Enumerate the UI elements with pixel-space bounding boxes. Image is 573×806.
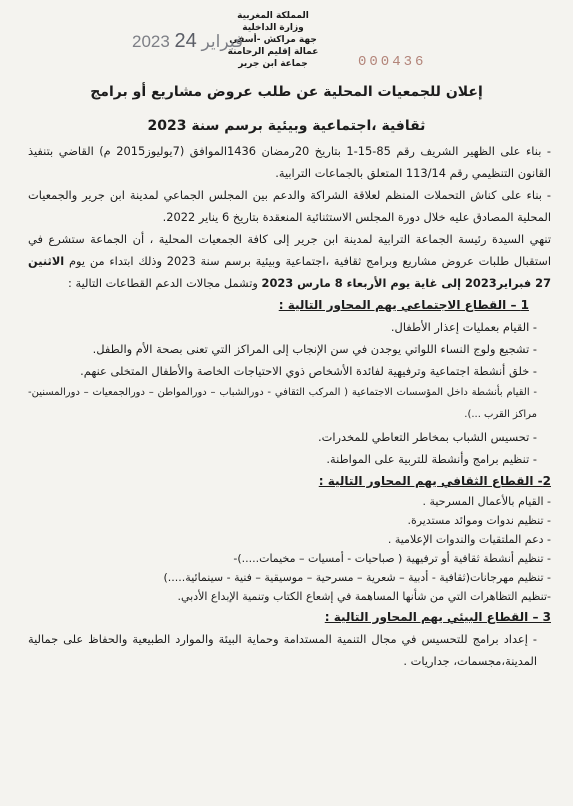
list-item: - القيام بأنشطة داخل المؤسسات الاجتماعية ( المركب الثقافي - دورالشباب – دورالمواطن – دورالجمعيات – دورالمسنين-مراكز القرب ...). <box>28 387 537 420</box>
list-item: - القيام بالأعمال المسرحية . <box>422 495 551 508</box>
list-item: - خلق أنشطة اجتماعية وترفيهية لفائدة الأشخاص ذوي الاحتياجات الخاصة والأطفال المتخلى عنهم. <box>80 364 537 378</box>
section-heading-social: 1 – القطاع الاجتماعي يهم المحاور التالية : <box>278 298 529 312</box>
letterhead-line: وزارة الداخلية <box>242 23 304 33</box>
section-heading-cultural: 2- القطاع الثقافي يهم المحاور التالية : <box>318 474 551 488</box>
list-item: - تشجيع ولوج النساء اللواتي يوجدن في سن الإنجاب إلى المراكز التي تعنى بصحة الأم والطفل. <box>92 342 537 356</box>
document-body <box>28 140 551 672</box>
list-item: - إعداد برامج للتحسيس في مجال التنمية المستدامة وحماية البيئة والموارد الطبيعية والحفاظ على جمالية المدينة،مجسمات، جداريات . <box>28 632 537 668</box>
letterhead-line: جماعة ابن جرير <box>238 59 308 69</box>
cultural-items-list <box>28 492 551 606</box>
document-subtitle: ثقافية ،اجتماعية وبيئية برسم سنة 2023 <box>147 118 426 134</box>
announcement-text: تنهي السيدة رئيسة الجماعة الترابية لمدينة ابن جرير إلى كافة الجمعيات المحلية ، أن الجماعة ستشرع في استقبال طلبات عروض مشاريع وبرامج ثقافية ،اجتماعية وبيئية برسم سنة 2023 وذلك ابتداء من يوم <box>28 232 551 268</box>
date-stamp-day: 24 <box>174 30 197 52</box>
document-title: إعلان للجمعيات المحلية عن طلب عروض مشاريع أو برامج <box>90 84 483 100</box>
announcement-dates: الاثنين 27 فبراير2023 إلى غاية يوم الأربعاء 8 مارس 2023 <box>28 254 551 290</box>
reference-number-stamp: 000436 <box>358 54 427 70</box>
environment-items-list <box>28 628 551 672</box>
date-stamp-text: 2023 فبراير <box>132 32 244 51</box>
list-item: - تنظيم ندوات وموائد مستديرة. <box>407 514 551 527</box>
list-item: - القيام بعمليات إعذار الأطفال. <box>390 320 537 334</box>
preamble-paragraph: - بناء على الظهير الشريف رقم 85-15-1 بتاريخ 20رمضان 1436الموافق (7يوليوز2015 م) القاضي بتنفيذ القانون التنظيمي رقم 113/14 المتعلق بالجماعات الترابية. <box>28 144 551 180</box>
announcement-paragraph <box>28 228 551 294</box>
list-item: - دعم الملتقيات والندوات الإعلامية . <box>387 533 551 546</box>
letterhead-line: جهة مراكش -أسفي <box>229 35 317 45</box>
list-item: - تحسيس الشباب بمخاطر التعاطي للمخدرات. <box>318 430 537 444</box>
list-item: -تنظيم التظاهرات التي من شأنها المساهمة في إشعاع الكتاب وتنمية الإبداع الأدبي. <box>177 590 551 603</box>
list-item: - تنظيم برامج وأنشطة للتربية على المواطنة. <box>326 452 537 466</box>
list-item: - تنظيم أنشطة ثقافية أو ترفيهية ( صباحيات - أمسيات – مخيمات.....)- <box>233 552 551 565</box>
social-items-list <box>28 316 551 470</box>
letterhead-line: عمالة إقليم الرحامنة <box>227 47 319 57</box>
announcement-text-end: وتشمل مجالات الدعم القطاعات التالية : <box>68 276 262 290</box>
date-stamp <box>132 30 243 53</box>
section-heading-environment: 3 – القطاع البيئي يهم المحاور التالية : <box>324 610 551 624</box>
preamble-paragraph: - بناء على كناش التحملات المنظم لعلاقة الشراكة والدعم بين المجلس الجماعي لمدينة ابن جرير والجمعيات المحلية المصادق عليه خلال دورة المجلس الاستثنائية المنعقدة بتاريخ 6 يناير 2022. <box>28 188 551 224</box>
list-item: - تنظيم مهرجانات(ثقافية - أدبية – شعرية – مسرحية – موسيقية – فنية - سينمائية.....) <box>163 571 551 584</box>
letterhead-line: المملكة المغربية <box>237 11 309 21</box>
